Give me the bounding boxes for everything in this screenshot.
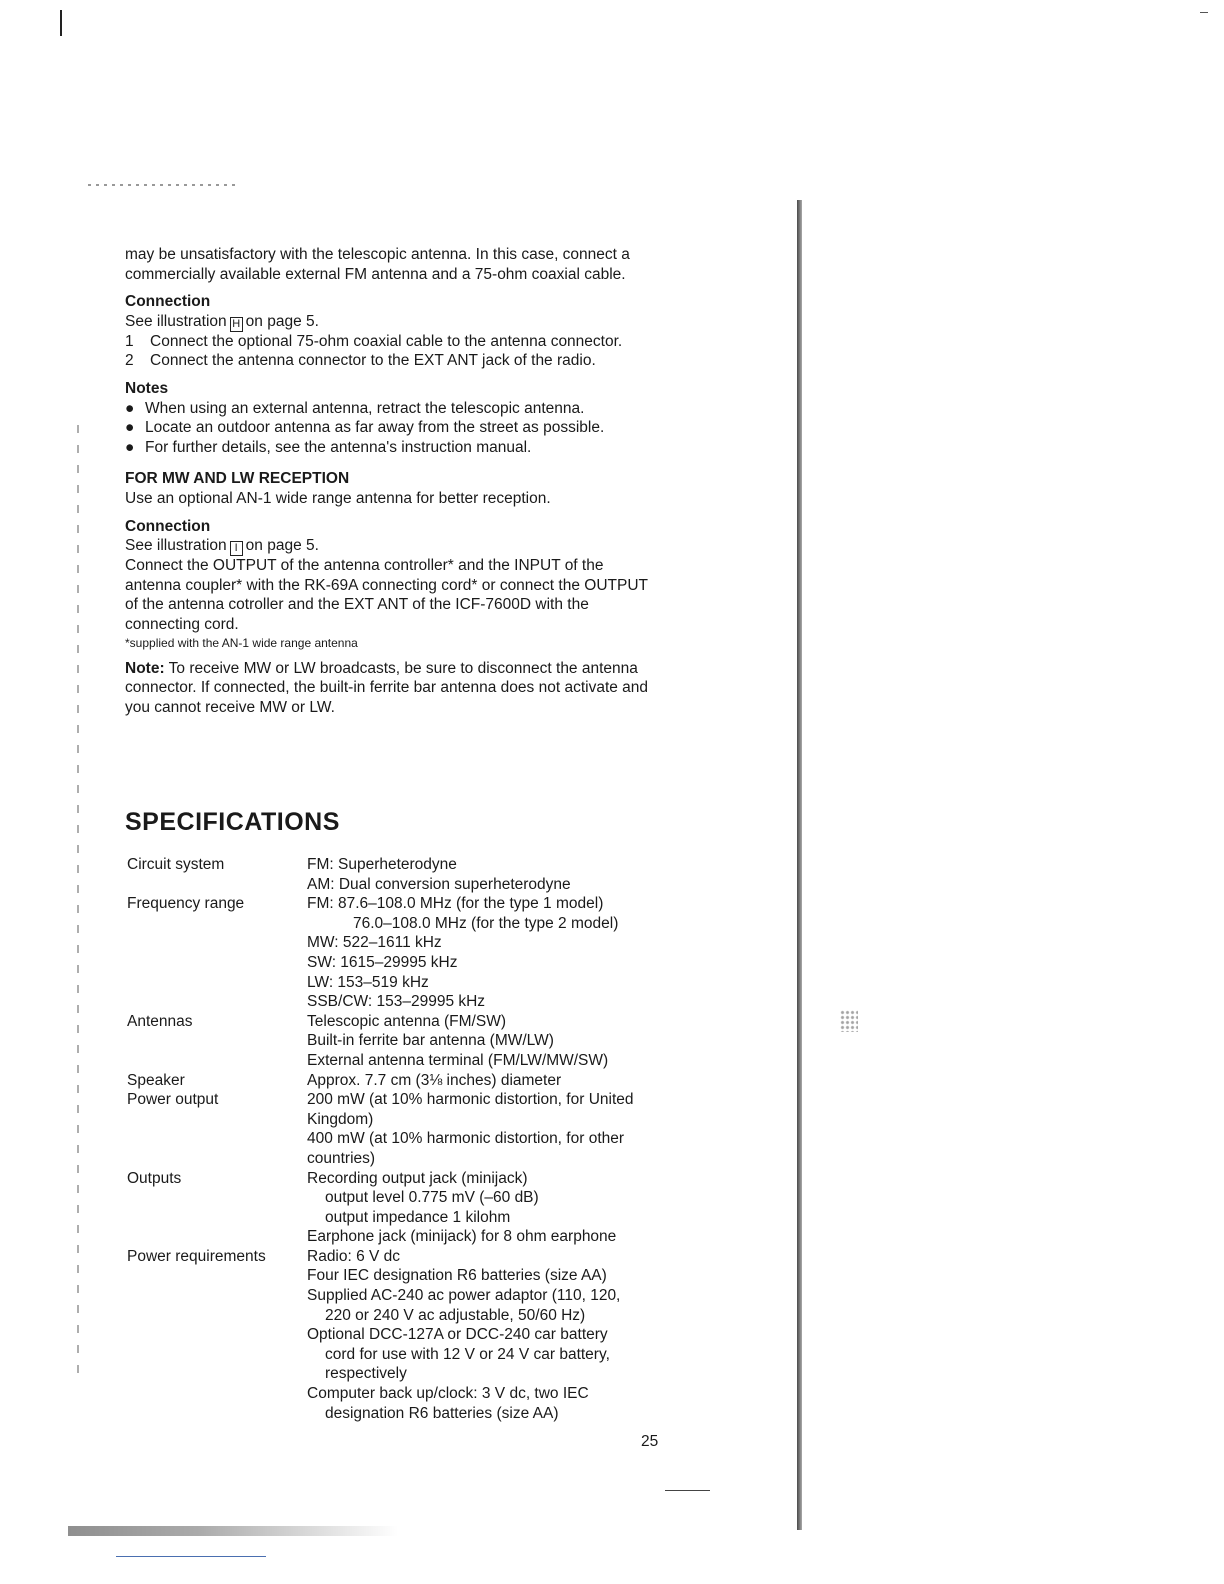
scan-edge-left <box>77 425 79 1385</box>
scan-speck <box>840 1010 858 1032</box>
spec-row: Frequency range FM: 87.6–108.0 MHz (for the type 1 model) 76.0–108.0 MHz (for the type 2 model) MW: 522–1611 kHz SW: 1615–29995 kHz LW: 153–519 kHz SSB/CW: 153–29995 kHz <box>127 895 619 1011</box>
scan-mark <box>1200 12 1208 13</box>
note-item: ● Locate an outdoor antenna as far away from the street as possible. <box>125 419 605 437</box>
mw-lw-heading: FOR MW AND LW RECEPTION <box>125 470 350 488</box>
scan-edge-right <box>797 200 802 1530</box>
footnote: *supplied with the AN-1 wide range antenna <box>125 635 358 650</box>
connection-heading: Connection <box>125 517 211 535</box>
mw-lw-text: Use an optional AN-1 wide range antenna for better reception. <box>125 489 551 507</box>
scan-dash <box>665 1490 710 1491</box>
specifications-title: SPECIFICATIONS <box>125 808 340 836</box>
bullet-icon: ● <box>125 438 135 456</box>
connection-heading: Connection <box>125 293 211 311</box>
spec-row: Speaker Approx. 7.7 cm (3⅛ inches) diameter <box>127 1071 562 1089</box>
spec-row: Antennas Telescopic antenna (FM/SW) Built-in ferrite bar antenna (MW/LW) External antenna terminal (FM/LW/MW/SW) <box>127 1012 609 1069</box>
scan-mark <box>60 10 62 36</box>
intro-paragraph: may be unsatisfactory with the telescopic antenna. In this case, connect a commercially available external FM antenna and a 75-ohm coaxial cable. <box>125 246 630 283</box>
bullet-icon: ● <box>125 419 135 437</box>
scan-smudge <box>68 1526 398 1536</box>
manual-text <box>125 245 660 717</box>
note-paragraph: Note: To receive MW or LW broadcasts, be sure to disconnect the antenna connector. If connected, the built-in ferrite bar antenna does not activate and you cannot receive MW or LW. <box>125 659 649 716</box>
connection-text: Connect the OUTPUT of the antenna controller* and the INPUT of the antenna coupler* with the RK-69A connecting cord* or connect the OUTPUT of the antenna cotroller and the EXT ANT of the ICF-7600D with the connecting cord. <box>125 557 648 633</box>
see-illustration: See illustration I on page 5. <box>125 537 319 555</box>
specifications-table <box>127 855 687 1423</box>
note-item: ● For further details, see the antenna's instruction manual. <box>125 438 532 456</box>
scan-line <box>116 1556 266 1557</box>
step: 1 Connect the optional 75-ohm coaxial cable to the antenna connector. <box>125 332 623 350</box>
spec-row: Power requirements Radio: 6 V dc Four IEC designation R6 batteries (size AA) Supplied AC-240 ac power adaptor (110, 120, 220 or 240 V ac adjustable, 50/60 Hz) Optional DCC-127A or DCC-240 car battery cord for use with 12 V or 24 V car battery, respectively Computer back up/clock: 3 V dc, two IEC designation R6 batteries (size AA) <box>127 1247 621 1422</box>
step: 2 Connect the antenna connector to the EXT ANT jack of the radio. <box>125 352 596 370</box>
note-item: ● When using an external antenna, retract the telescopic antenna. <box>125 399 585 417</box>
scan-dots <box>88 184 238 186</box>
notes-heading: Notes <box>125 379 169 397</box>
see-illustration: See illustration H on page 5. <box>125 312 319 330</box>
spec-row: Power output 200 mW (at 10% harmonic distortion, for United Kingdom) 400 mW (at 10% harmonic distortion, for other countries) <box>127 1091 634 1167</box>
illustration-ref-icon: I <box>230 541 243 556</box>
bullet-icon: ● <box>125 399 135 417</box>
spec-row: Circuit system FM: Superheterodyne AM: Dual conversion superheterodyne <box>127 856 571 893</box>
illustration-ref-icon: H <box>230 317 243 332</box>
spec-row: Outputs Recording output jack (minijack) output level 0.775 mV (–60 dB) output impedance 1 kilohm Earphone jack (minijack) for 8 ohm earphone <box>127 1169 617 1246</box>
page-number: 25 <box>641 1433 659 1450</box>
